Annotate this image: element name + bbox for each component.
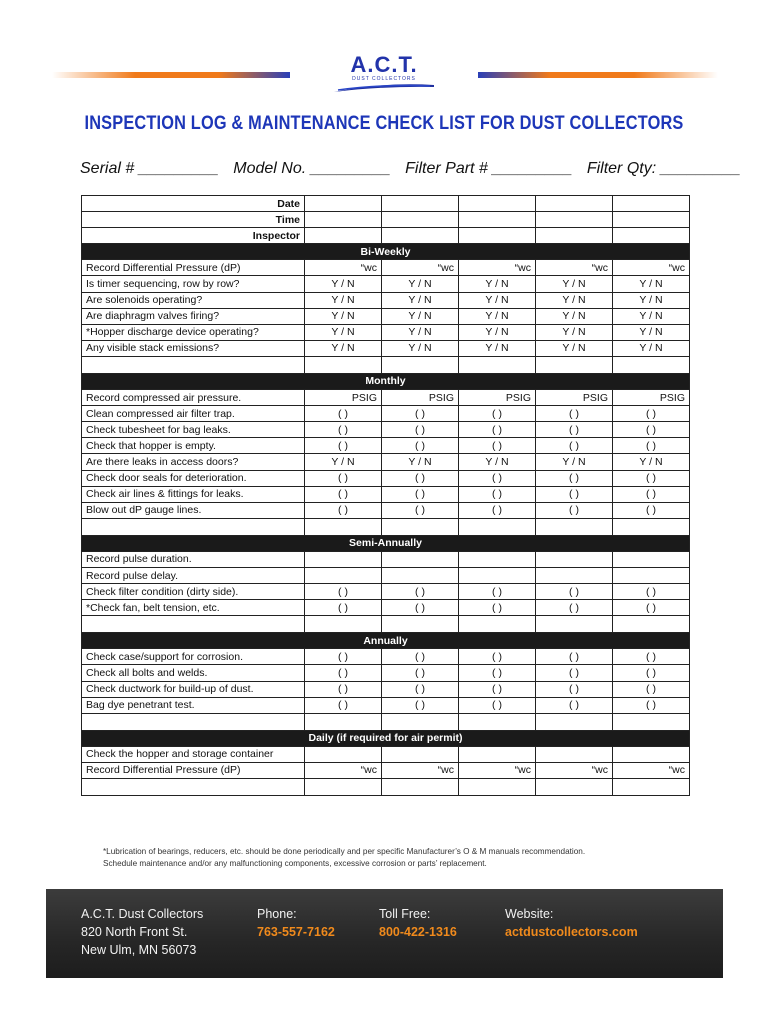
task-label: Record Differential Pressure (dP) — [82, 260, 305, 276]
checklist-row — [82, 486, 690, 502]
entry-cell[interactable]: ( ) — [305, 406, 382, 422]
checklist-row — [82, 697, 690, 713]
entry-cell[interactable]: ( ) — [382, 584, 459, 600]
entry-cell[interactable] — [459, 779, 536, 796]
entry-cell[interactable]: ( ) — [613, 584, 690, 600]
entry-cell[interactable]: ( ) — [459, 438, 536, 454]
entry-cell[interactable]: ( ) — [305, 502, 382, 518]
header-row — [82, 196, 690, 212]
task-label: Are there leaks in access doors? — [82, 454, 305, 470]
task-label: Bag dye penetrant test. — [82, 697, 305, 713]
entry-cell[interactable] — [305, 196, 382, 212]
section-title: Semi-Annually — [82, 535, 690, 551]
entry-cell[interactable] — [305, 616, 382, 633]
checklist-row — [82, 406, 690, 422]
entry-cell[interactable] — [305, 779, 382, 796]
entry-cell[interactable] — [305, 551, 382, 567]
header-row-label: Time — [82, 212, 305, 228]
blank-label-cell — [82, 713, 305, 730]
entry-cell[interactable]: ( ) — [536, 422, 613, 438]
entry-cell[interactable]: ( ) — [382, 486, 459, 502]
task-label: Check all bolts and welds. — [82, 665, 305, 681]
entry-cell[interactable]: ( ) — [613, 470, 690, 486]
entry-cell[interactable]: Y / N — [305, 454, 382, 470]
entry-cell[interactable]: “wc — [536, 260, 613, 276]
entry-cell[interactable]: ( ) — [459, 681, 536, 697]
entry-cell[interactable]: ( ) — [613, 600, 690, 616]
header-rule-right — [478, 72, 718, 78]
entry-cell[interactable]: ( ) — [305, 470, 382, 486]
task-label: Record pulse delay. — [82, 567, 305, 583]
entry-cell[interactable] — [613, 746, 690, 762]
checklist-row — [82, 260, 690, 276]
blank-row — [82, 518, 690, 535]
checklist-row — [82, 324, 690, 340]
entry-cell[interactable]: ( ) — [613, 422, 690, 438]
section-header — [82, 535, 690, 551]
entry-cell[interactable] — [305, 228, 382, 244]
entry-cell[interactable]: ( ) — [613, 486, 690, 502]
entry-cell[interactable]: Y / N — [613, 276, 690, 292]
blank-label-cell — [82, 779, 305, 796]
entry-cell[interactable]: ( ) — [382, 649, 459, 665]
blank-label-cell — [82, 518, 305, 535]
entry-cell[interactable]: ( ) — [459, 422, 536, 438]
entry-cell[interactable] — [305, 567, 382, 583]
entry-cell[interactable]: ( ) — [536, 649, 613, 665]
checklist-row — [82, 308, 690, 324]
entry-cell[interactable]: ( ) — [459, 502, 536, 518]
entry-cell[interactable]: Y / N — [382, 308, 459, 324]
entry-cell[interactable]: Y / N — [382, 324, 459, 340]
entry-cell[interactable] — [382, 356, 459, 373]
task-label: Check air lines & fittings for leaks. — [82, 486, 305, 502]
checklist-row — [82, 276, 690, 292]
entry-cell[interactable] — [382, 779, 459, 796]
entry-cell[interactable] — [459, 567, 536, 583]
task-label: Check door seals for deterioration. — [82, 470, 305, 486]
footer-tollfree — [379, 905, 457, 941]
entry-cell[interactable] — [536, 713, 613, 730]
entry-cell[interactable]: ( ) — [382, 665, 459, 681]
entry-cell[interactable] — [536, 567, 613, 583]
entry-cell[interactable]: “wc — [459, 260, 536, 276]
entry-cell[interactable]: ( ) — [536, 502, 613, 518]
entry-cell[interactable]: ( ) — [613, 681, 690, 697]
task-label: Record pulse duration. — [82, 551, 305, 567]
task-label: Blow out dP gauge lines. — [82, 502, 305, 518]
entry-cell[interactable]: ( ) — [536, 406, 613, 422]
entry-cell[interactable] — [613, 212, 690, 228]
entry-cell[interactable] — [305, 212, 382, 228]
entry-cell[interactable]: Y / N — [305, 292, 382, 308]
entry-cell[interactable] — [382, 567, 459, 583]
entry-cell[interactable]: Y / N — [536, 276, 613, 292]
entry-cell[interactable]: ( ) — [536, 584, 613, 600]
entry-cell[interactable]: Y / N — [536, 324, 613, 340]
checklist-row — [82, 438, 690, 454]
entry-cell[interactable]: ( ) — [382, 470, 459, 486]
entry-cell[interactable]: Y / N — [305, 308, 382, 324]
entry-cell[interactable]: ( ) — [459, 470, 536, 486]
entry-cell[interactable]: ( ) — [382, 438, 459, 454]
entry-cell[interactable]: ( ) — [382, 681, 459, 697]
task-label: Check ductwork for build-up of dust. — [82, 681, 305, 697]
entry-cell[interactable] — [536, 196, 613, 212]
entry-cell[interactable]: ( ) — [382, 697, 459, 713]
section-header — [82, 633, 690, 649]
entry-cell[interactable]: Y / N — [382, 292, 459, 308]
section-title: Monthly — [82, 373, 690, 389]
task-label: Record compressed air pressure. — [82, 390, 305, 406]
entry-cell[interactable]: Y / N — [305, 340, 382, 356]
entry-cell[interactable] — [305, 713, 382, 730]
blank-row — [82, 616, 690, 633]
logo-swoosh-icon — [332, 80, 436, 94]
checklist-row — [82, 681, 690, 697]
blank-row — [82, 356, 690, 373]
entry-cell[interactable] — [459, 228, 536, 244]
checklist-row — [82, 422, 690, 438]
task-label: Any visible stack emissions? — [82, 340, 305, 356]
checklist-row — [82, 600, 690, 616]
entry-cell[interactable]: Y / N — [459, 276, 536, 292]
checklist-row — [82, 584, 690, 600]
header-rule-left — [52, 72, 290, 78]
entry-cell[interactable] — [536, 551, 613, 567]
entry-cell[interactable]: Y / N — [305, 276, 382, 292]
entry-cell[interactable]: Y / N — [382, 276, 459, 292]
entry-cell[interactable]: Y / N — [536, 308, 613, 324]
header-row-label: Date — [82, 196, 305, 212]
section-header — [82, 730, 690, 746]
entry-cell[interactable] — [613, 551, 690, 567]
footer-address — [81, 905, 203, 959]
entry-cell[interactable]: ( ) — [459, 649, 536, 665]
entry-cell[interactable]: Y / N — [382, 340, 459, 356]
website-link[interactable]: actdustcollectors.com — [505, 925, 638, 939]
entry-cell[interactable] — [536, 212, 613, 228]
checklist-row — [82, 567, 690, 583]
section-title: Bi-Weekly — [82, 244, 690, 260]
entry-cell[interactable]: PSIG — [459, 390, 536, 406]
entry-cell[interactable]: Y / N — [459, 454, 536, 470]
entry-cell[interactable]: Y / N — [613, 340, 690, 356]
entry-cell[interactable]: “wc — [613, 260, 690, 276]
section-title: Annually — [82, 633, 690, 649]
entry-cell[interactable] — [305, 746, 382, 762]
entry-cell[interactable]: “wc — [459, 762, 536, 778]
task-label: Check case/support for corrosion. — [82, 649, 305, 665]
entry-cell[interactable]: ( ) — [305, 422, 382, 438]
entry-cell[interactable]: ( ) — [459, 584, 536, 600]
inspection-log-table — [81, 195, 690, 796]
entry-cell[interactable]: “wc — [305, 260, 382, 276]
entry-cell[interactable]: Y / N — [536, 454, 613, 470]
task-label: *Hopper discharge device operating? — [82, 324, 305, 340]
entry-cell[interactable]: PSIG — [382, 390, 459, 406]
address-line-1: 820 North Front St. — [81, 925, 188, 939]
task-label: Check the hopper and storage container — [82, 746, 305, 762]
blank-row — [82, 779, 690, 796]
id-fields — [80, 160, 741, 178]
checklist-row — [82, 390, 690, 406]
company-name: A.C.T. Dust Collectors — [81, 907, 204, 921]
task-label: Are diaphragm valves firing? — [82, 308, 305, 324]
footnote — [103, 846, 703, 870]
task-label: Check that hopper is empty. — [82, 438, 305, 454]
entry-cell[interactable] — [536, 518, 613, 535]
entry-cell[interactable]: ( ) — [382, 600, 459, 616]
serial-field[interactable]: Serial # _________ — [80, 160, 219, 177]
entry-cell[interactable]: ( ) — [613, 697, 690, 713]
entry-cell[interactable]: “wc — [382, 762, 459, 778]
entry-cell[interactable]: “wc — [305, 762, 382, 778]
model-field[interactable]: Model No. _________ — [233, 160, 391, 177]
entry-cell[interactable]: ( ) — [459, 600, 536, 616]
entry-cell[interactable]: Y / N — [305, 324, 382, 340]
entry-cell[interactable]: ( ) — [536, 438, 613, 454]
entry-cell[interactable]: ( ) — [536, 486, 613, 502]
entry-cell[interactable]: ( ) — [459, 665, 536, 681]
entry-cell[interactable] — [382, 551, 459, 567]
logo-text: A.C.T. — [350, 52, 418, 77]
filter-part-field[interactable]: Filter Part # _________ — [405, 160, 573, 177]
section-header — [82, 244, 690, 260]
entry-cell[interactable] — [382, 616, 459, 633]
entry-cell[interactable]: ( ) — [382, 502, 459, 518]
entry-cell[interactable] — [382, 196, 459, 212]
task-label: *Check fan, belt tension, etc. — [82, 600, 305, 616]
entry-cell[interactable] — [459, 616, 536, 633]
task-label: Is timer sequencing, row by row? — [82, 276, 305, 292]
entry-cell[interactable] — [613, 567, 690, 583]
entry-cell[interactable]: ( ) — [536, 600, 613, 616]
entry-cell[interactable]: ( ) — [305, 584, 382, 600]
entry-cell[interactable] — [536, 356, 613, 373]
blank-row — [82, 713, 690, 730]
entry-cell[interactable]: ( ) — [536, 665, 613, 681]
header-row-label: Inspector — [82, 228, 305, 244]
tollfree-number[interactable]: 800-422-1316 — [379, 925, 457, 939]
entry-cell[interactable]: ( ) — [305, 681, 382, 697]
footnote-line: *Lubrication of bearings, reducers, etc. should be done periodically and per specific Manufacturer’s O & M manuals recommendation. — [103, 847, 586, 856]
tollfree-label: Toll Free: — [379, 907, 431, 921]
checklist-row — [82, 454, 690, 470]
entry-cell[interactable]: ( ) — [536, 470, 613, 486]
entry-cell[interactable]: ( ) — [305, 697, 382, 713]
blank-label-cell — [82, 616, 305, 633]
entry-cell[interactable]: ( ) — [459, 406, 536, 422]
entry-cell[interactable]: Y / N — [382, 454, 459, 470]
entry-cell[interactable]: ( ) — [613, 649, 690, 665]
checklist-row — [82, 649, 690, 665]
entry-cell[interactable] — [459, 551, 536, 567]
page-title: INSPECTION LOG & MAINTENANCE CHECK LIST FOR DUST COLLECTORS — [84, 113, 684, 134]
checklist-row — [82, 665, 690, 681]
entry-cell[interactable] — [459, 212, 536, 228]
entry-cell[interactable]: Y / N — [613, 308, 690, 324]
entry-cell[interactable]: ( ) — [536, 681, 613, 697]
entry-cell[interactable]: Y / N — [459, 308, 536, 324]
entry-cell[interactable]: Y / N — [613, 454, 690, 470]
filter-qty-field[interactable]: Filter Qty: _________ — [586, 160, 741, 177]
entry-cell[interactable] — [305, 356, 382, 373]
entry-cell[interactable] — [382, 713, 459, 730]
entry-cell[interactable]: ( ) — [459, 486, 536, 502]
entry-cell[interactable]: PSIG — [613, 390, 690, 406]
entry-cell[interactable]: Y / N — [459, 340, 536, 356]
task-label: Record Differential Pressure (dP) — [82, 762, 305, 778]
entry-cell[interactable] — [305, 518, 382, 535]
checklist-row — [82, 340, 690, 356]
entry-cell[interactable]: Y / N — [536, 340, 613, 356]
entry-cell[interactable]: ( ) — [613, 665, 690, 681]
entry-cell[interactable]: ( ) — [305, 649, 382, 665]
checklist-row — [82, 762, 690, 778]
entry-cell[interactable] — [613, 779, 690, 796]
entry-cell[interactable]: ( ) — [613, 406, 690, 422]
entry-cell[interactable] — [459, 518, 536, 535]
entry-cell[interactable] — [459, 746, 536, 762]
act-logo — [332, 52, 436, 94]
entry-cell[interactable]: ( ) — [305, 600, 382, 616]
entry-cell[interactable] — [382, 746, 459, 762]
entry-cell[interactable] — [536, 228, 613, 244]
footer-phone — [257, 905, 335, 941]
logo-subtext: DUST COLLECTORS — [352, 76, 416, 82]
entry-cell[interactable] — [613, 228, 690, 244]
checklist-row — [82, 470, 690, 486]
entry-cell[interactable]: ( ) — [382, 422, 459, 438]
entry-cell[interactable]: Y / N — [459, 324, 536, 340]
entry-cell[interactable] — [536, 779, 613, 796]
entry-cell[interactable]: Y / N — [613, 292, 690, 308]
entry-cell[interactable] — [382, 518, 459, 535]
section-title: Daily (if required for air permit) — [82, 730, 690, 746]
entry-cell[interactable]: Y / N — [536, 292, 613, 308]
entry-cell[interactable] — [613, 713, 690, 730]
footer-website — [505, 905, 638, 941]
entry-cell[interactable] — [536, 616, 613, 633]
task-label: Clean compressed air filter trap. — [82, 406, 305, 422]
checklist-row — [82, 502, 690, 518]
entry-cell[interactable]: Y / N — [613, 324, 690, 340]
entry-cell[interactable]: ( ) — [305, 665, 382, 681]
entry-cell[interactable]: ( ) — [459, 697, 536, 713]
entry-cell[interactable]: ( ) — [305, 438, 382, 454]
section-header — [82, 373, 690, 389]
website-label: Website: — [505, 907, 554, 921]
entry-cell[interactable]: ( ) — [536, 697, 613, 713]
entry-cell[interactable] — [613, 518, 690, 535]
entry-cell[interactable]: PSIG — [305, 390, 382, 406]
checklist-row — [82, 551, 690, 567]
checklist-row — [82, 746, 690, 762]
entry-cell[interactable] — [613, 616, 690, 633]
entry-cell[interactable]: PSIG — [536, 390, 613, 406]
header-row — [82, 212, 690, 228]
entry-cell[interactable] — [382, 228, 459, 244]
phone-number[interactable]: 763-557-7162 — [257, 925, 335, 939]
footer — [46, 889, 723, 978]
entry-cell[interactable]: “wc — [613, 762, 690, 778]
entry-cell[interactable]: “wc — [382, 260, 459, 276]
blank-label-cell — [82, 356, 305, 373]
task-label: Are solenoids operating? — [82, 292, 305, 308]
entry-cell[interactable] — [459, 356, 536, 373]
entry-cell[interactable]: “wc — [536, 762, 613, 778]
entry-cell[interactable] — [459, 196, 536, 212]
entry-cell[interactable]: ( ) — [613, 502, 690, 518]
entry-cell[interactable] — [536, 746, 613, 762]
header-row — [82, 228, 690, 244]
entry-cell[interactable]: ( ) — [305, 486, 382, 502]
footnote-line: Schedule maintenance and/or any malfunctioning components, excessive corrosion or parts’ replacement. — [103, 859, 487, 868]
entry-cell[interactable]: Y / N — [459, 292, 536, 308]
task-label: Check filter condition (dirty side). — [82, 584, 305, 600]
entry-cell[interactable] — [613, 356, 690, 373]
task-label: Check tubesheet for bag leaks. — [82, 422, 305, 438]
entry-cell[interactable] — [459, 713, 536, 730]
entry-cell[interactable] — [382, 212, 459, 228]
entry-cell[interactable]: ( ) — [382, 406, 459, 422]
entry-cell[interactable] — [613, 196, 690, 212]
phone-label: Phone: — [257, 907, 297, 921]
entry-cell[interactable]: ( ) — [613, 438, 690, 454]
checklist-row — [82, 292, 690, 308]
address-line-2: New Ulm, MN 56073 — [81, 943, 197, 957]
